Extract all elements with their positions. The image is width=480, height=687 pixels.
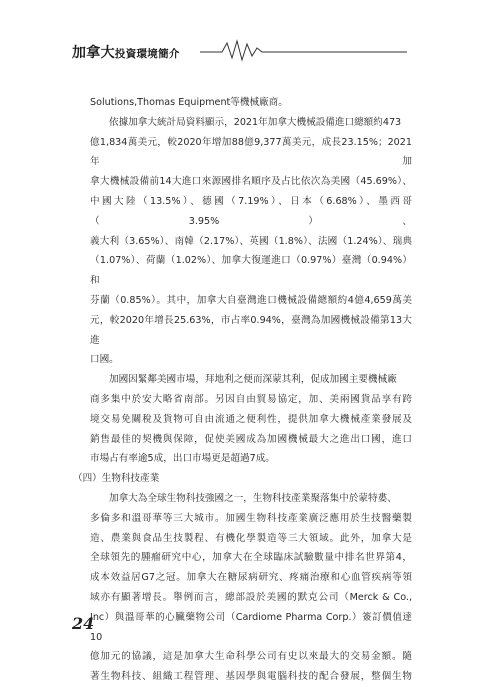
text-line: 芬蘭（0.85%）。其中，加拿大自臺灣進口機械設備總額約4億4,659萬美 (90, 294, 412, 306)
text-line: 拿大機械設備前14大進口來源國排名順序及占比依次為美國（45.69%）、 (90, 176, 412, 188)
header-title-main: 加拿大 (72, 45, 115, 61)
text-line: 銷售最佳的契機與保障，促使美國成為加國機械最大之進出口國，進口 (90, 433, 412, 445)
text-line: 多倫多和溫哥華等三大城市。加國生物科技產業廣泛應用於生技醫藥製 (90, 512, 412, 524)
text-line: 億1,834萬美元，較2020年增加88億9,377萬美元，成長23.15%；2021年加 (90, 136, 412, 168)
text-line: （1.07%）、荷蘭（1.02%）、加拿大復運進口（0.97%）臺灣（0.94%）和 (90, 255, 412, 287)
text-line: 成本效益居G7之冠。加拿大在糖尿病研究、疼痛治療和心血管疾病等領 (90, 572, 412, 584)
page-number: 24 (72, 614, 95, 633)
text-line: 依據加拿大統計局資料顯示，2021年加拿大機械設備進口總額約473 (109, 116, 402, 128)
text-line: 域亦有顯著增長。舉例而言，總部設於美國的默克公司（Merck & Co., (90, 591, 412, 603)
text-line: Inc）與溫哥華的心臟藥物公司（Cardiome Pharma Corp.）簽訂價值達10 (90, 611, 412, 643)
text-line: 加國因緊鄰美國市場，拜地利之便而深蒙其利，促成加國主要機械廠 (109, 374, 397, 386)
text-line: Solutions,Thomas Equipment等機械廠商。 (90, 97, 288, 108)
header-title (72, 42, 180, 62)
text-line: 境交易免關稅及貨物可自由流通之便利性，提供加拿大機械產業發展及 (90, 413, 412, 425)
text-line: 市場占有率逾5成，出口市場更是超過7成。 (90, 453, 275, 465)
text-line: 元，較2020年增長25.63%，市占率0.94%，臺灣為加國機械設備第13大進 (90, 314, 412, 346)
header-title-sub: 投資環境簡介 (114, 48, 180, 60)
text-line: 中國大陸（13.5%）、德國（7.19%）、日本（6.68%）、墨西哥（3.95%）、 (90, 195, 412, 227)
text-line: 著生物科技、組織工程管理、基因學與電腦科技的配合發展，整個生物 (90, 671, 412, 683)
section-heading: （四）生物科技產業 (73, 473, 160, 485)
text-line: 億加元的協議，這是加拿大生命科學公司有史以來最大的交易金額。隨 (90, 651, 412, 663)
running-header (72, 38, 407, 62)
body-text (73, 93, 412, 687)
text-line: 義大利（3.65%）、南韓（2.17%）、英國（1.8%）、法國（1.24%）、瑞典 (90, 235, 412, 247)
text-line: 全球領先的腫瘤研究中心，加拿大在全球臨床試驗數量中排名世界第4， (90, 552, 412, 564)
text-line: 加拿大為全球生物科技強國之一，生物科技產業聚落集中於蒙特婁、 (109, 492, 397, 504)
text-line: 商多集中於安大略省南部。另因自由貿易協定，加、美兩國貨品享有跨 (90, 393, 412, 405)
text-line: 口國。 (90, 354, 119, 366)
text-line: 造、農業與食品生技製程、有機化學製造等三大領域。此外，加拿大是 (90, 532, 412, 544)
